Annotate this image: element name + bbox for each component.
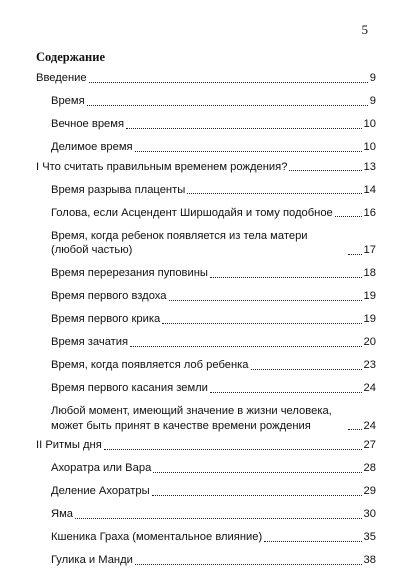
toc-entry-page: 17 xyxy=(363,244,376,256)
toc-entry-title: I Что считать правильным временем рождения? xyxy=(36,160,288,173)
toc-entry[interactable] xyxy=(51,461,376,476)
toc-entry[interactable] xyxy=(51,358,376,373)
page-number: 5 xyxy=(361,22,368,37)
toc-entry-page: 19 xyxy=(363,290,376,302)
toc-entry-page: 9 xyxy=(369,95,376,107)
toc-entry-title: Гулика и Манди xyxy=(51,554,133,566)
toc-entry-title: Время первого касания земли xyxy=(51,382,208,394)
toc-entry[interactable] xyxy=(51,206,376,221)
toc-entry[interactable] xyxy=(36,71,376,86)
dot-leader xyxy=(251,369,362,370)
toc-entry[interactable] xyxy=(51,140,376,155)
toc-entry[interactable] xyxy=(36,160,376,175)
dot-leader xyxy=(187,193,361,194)
dot-leader xyxy=(335,216,362,217)
toc-entry-page: 35 xyxy=(363,531,376,543)
toc-entry-page: 9 xyxy=(369,72,376,84)
toc-entry-title: II Ритмы дня xyxy=(36,439,102,451)
dot-leader xyxy=(130,346,361,347)
toc-entry-title: Время разрыва плаценты xyxy=(51,183,186,196)
toc-entry-page: 19 xyxy=(363,313,376,325)
toc-entry-title: Время первого вздоха xyxy=(51,290,167,302)
dot-leader xyxy=(87,105,368,106)
toc-entry-page: 29 xyxy=(363,485,376,497)
toc-entry-title: Любой момент, имеющий значение в жизни человека, может быть принят в качестве времени рождения xyxy=(51,405,332,432)
toc-entry[interactable] xyxy=(51,553,376,568)
toc-entry[interactable] xyxy=(51,117,376,132)
toc-entry-title: Время, когда ребенок появляется из тела матери (любой частью) xyxy=(51,229,308,256)
toc-entry-title: Яма xyxy=(51,508,73,520)
toc-entry-page: 13 xyxy=(363,160,376,173)
toc-entry-title: Введение xyxy=(36,72,87,84)
toc-entry-title: Деление Ахоратры xyxy=(51,485,150,497)
toc-entry-page: 10 xyxy=(363,118,376,130)
dot-leader xyxy=(104,449,362,450)
dot-leader xyxy=(162,323,361,324)
dot-leader xyxy=(135,564,362,565)
dot-leader xyxy=(75,518,362,519)
toc-entry-title: Время перерезания пуповины xyxy=(51,267,208,279)
toc-list xyxy=(36,66,376,568)
toc-entry-page: 28 xyxy=(363,462,376,474)
toc-entry-title: Ахоратра или Вара xyxy=(51,462,152,474)
toc-entry[interactable] xyxy=(51,530,376,545)
toc-entry[interactable] xyxy=(51,229,376,258)
toc-entry-page: 24 xyxy=(363,419,376,432)
dot-leader xyxy=(152,495,362,496)
toc-entry-title: Голова, если Асцендент Ширшодайя и тому подобное xyxy=(51,206,333,219)
toc-entry[interactable] xyxy=(51,312,376,327)
toc-entry-page: 16 xyxy=(363,206,376,219)
toc-entry[interactable] xyxy=(51,484,376,499)
toc-entry-page: 24 xyxy=(363,382,376,394)
toc-entry[interactable] xyxy=(51,507,376,522)
toc-entry[interactable] xyxy=(36,438,376,453)
toc-entry-title: Кшеника Граха (моментальное влияние) xyxy=(51,531,263,543)
toc-entry-page: 20 xyxy=(363,336,376,348)
dot-leader xyxy=(126,128,362,129)
toc-entry-page: 23 xyxy=(363,359,376,371)
toc-entry-page: 18 xyxy=(363,267,376,279)
dot-leader xyxy=(153,472,361,473)
dot-leader xyxy=(289,170,361,171)
dot-leader xyxy=(348,429,362,430)
toc-entry-title: Время xyxy=(51,95,85,107)
toc-entry-title: Время, когда появляется лоб ребенка xyxy=(51,359,249,371)
toc-entry-page: 27 xyxy=(363,439,376,451)
toc-entry-page: 14 xyxy=(363,183,376,196)
dot-leader xyxy=(264,541,361,542)
toc-entry-title: Вечное время xyxy=(51,118,125,130)
dot-leader xyxy=(135,151,362,152)
toc-entry[interactable] xyxy=(51,94,376,109)
toc-entry-title: Делимое время xyxy=(51,141,133,153)
dot-leader xyxy=(348,254,362,255)
dot-leader xyxy=(210,392,362,393)
dot-leader xyxy=(210,277,362,278)
toc-entry-page: 30 xyxy=(363,508,376,520)
toc-entry[interactable] xyxy=(51,289,376,304)
toc-entry-title: Время зачатия xyxy=(51,336,129,348)
toc-entry[interactable] xyxy=(51,183,376,198)
toc-entry[interactable] xyxy=(51,381,376,396)
dot-leader xyxy=(169,300,362,301)
toc-entry-title: Время первого крика xyxy=(51,313,161,325)
toc-entry[interactable] xyxy=(51,404,376,433)
dot-leader xyxy=(89,82,368,83)
toc-entry-page: 38 xyxy=(363,554,376,566)
toc-entry-page: 10 xyxy=(363,141,376,153)
toc-entry[interactable] xyxy=(51,335,376,350)
toc-entry[interactable] xyxy=(51,266,376,281)
toc-title: Содержание xyxy=(36,50,106,64)
